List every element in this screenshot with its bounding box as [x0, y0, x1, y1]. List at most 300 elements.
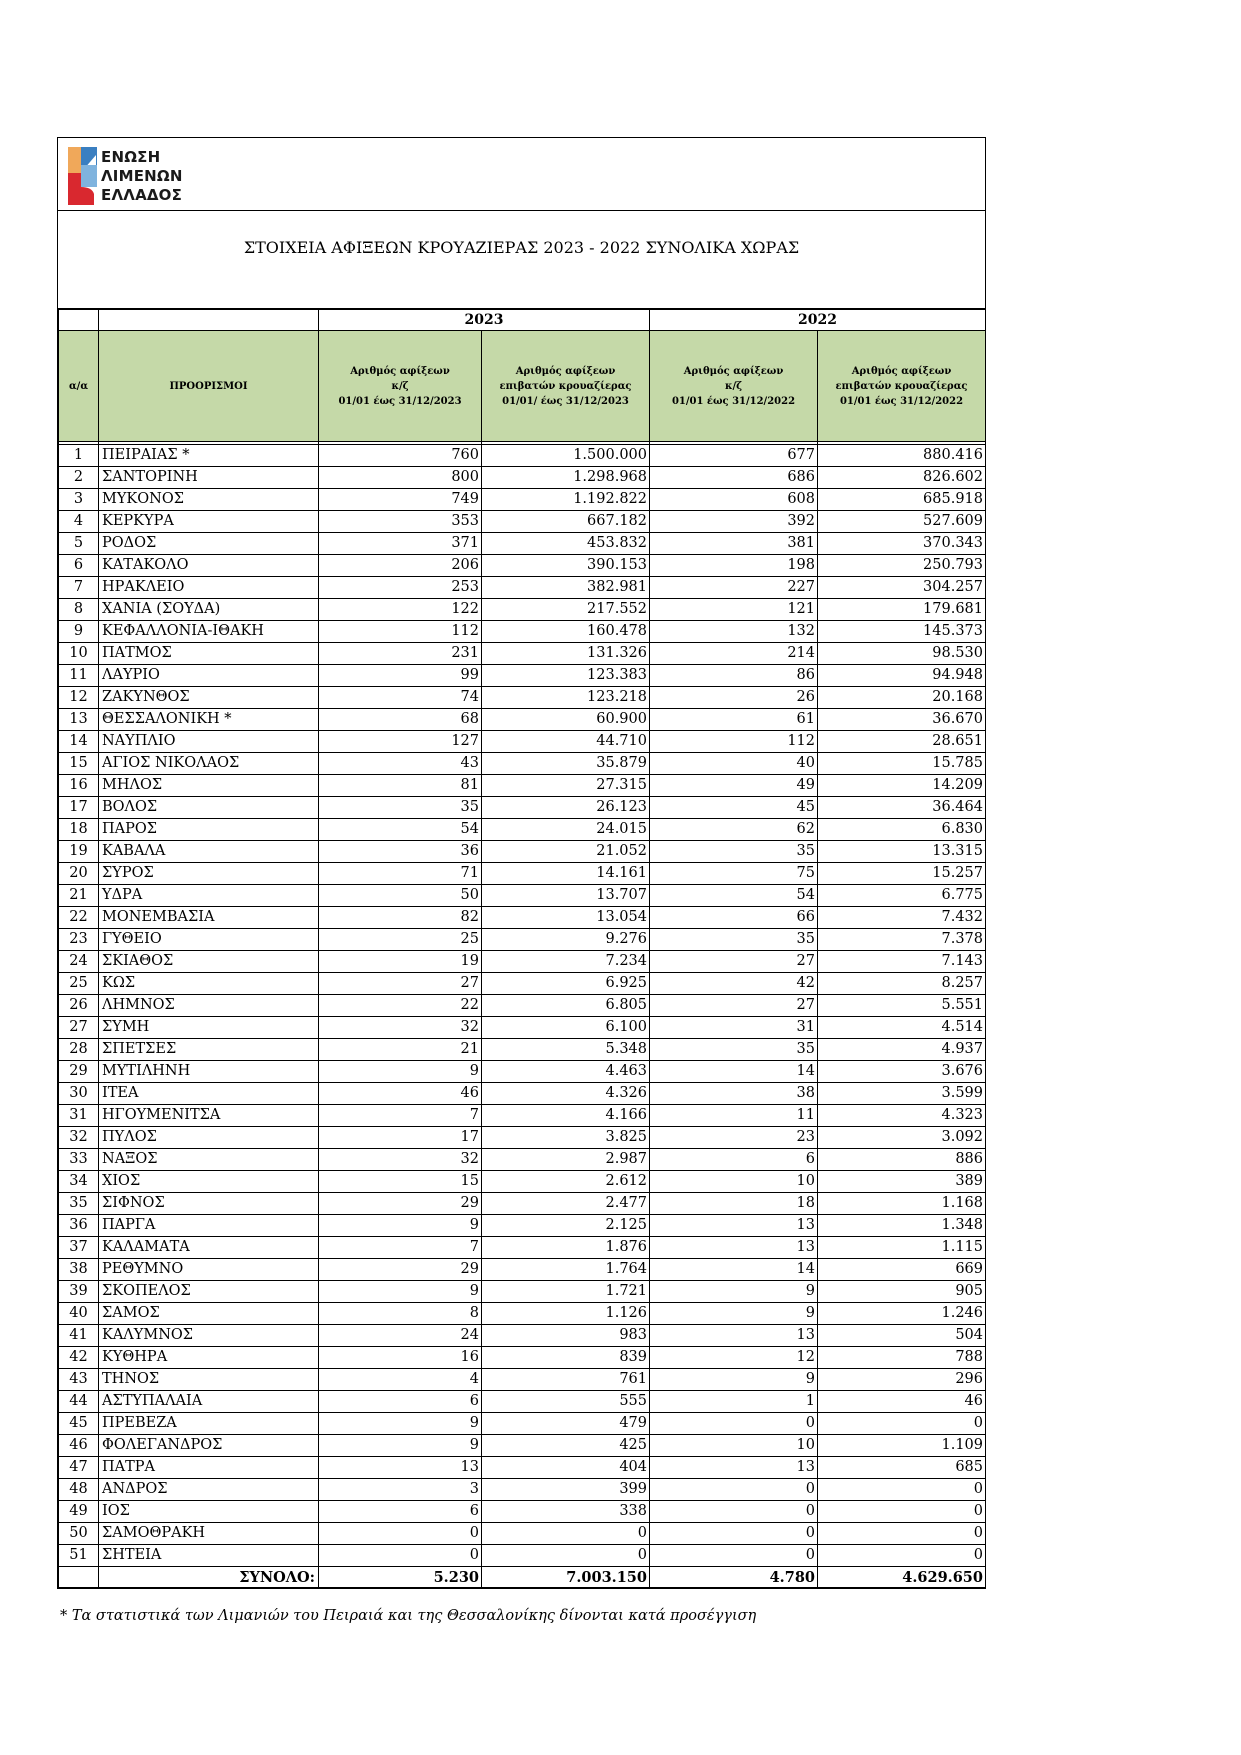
passengers-2022: 1.348	[818, 1215, 986, 1237]
row-number: 32	[59, 1127, 99, 1149]
row-number: 14	[59, 731, 99, 753]
passengers-2022: 4.937	[818, 1039, 986, 1061]
passengers-2022: 669	[818, 1259, 986, 1281]
passengers-2023: 425	[482, 1435, 650, 1457]
ships-2022: 23	[650, 1127, 818, 1149]
passengers-2022: 3.599	[818, 1083, 986, 1105]
ships-2023: 24	[319, 1325, 482, 1347]
row-number: 51	[59, 1545, 99, 1567]
passengers-2023: 761	[482, 1369, 650, 1391]
ships-2023: 0	[319, 1523, 482, 1545]
ships-2022: 35	[650, 929, 818, 951]
passengers-2022: 826.602	[818, 467, 986, 489]
passengers-2022: 504	[818, 1325, 986, 1347]
ships-2023: 371	[319, 533, 482, 555]
ships-2023: 22	[319, 995, 482, 1017]
row-number: 2	[59, 467, 99, 489]
passengers-2023: 839	[482, 1347, 650, 1369]
col-header-destinations: ΠΡΟΟΡΙΣΜΟΙ	[99, 331, 319, 442]
row-number: 12	[59, 687, 99, 709]
ships-2023: 9	[319, 1215, 482, 1237]
logo-line: ΕΛΛΑΔΟΣ	[101, 186, 183, 204]
row-number: 17	[59, 797, 99, 819]
ships-2023: 6	[319, 1391, 482, 1413]
row-number: 48	[59, 1479, 99, 1501]
destination-name: ΣΚΙΑΘΟΣ	[99, 951, 319, 973]
passengers-2023: 453.832	[482, 533, 650, 555]
ships-2023: 127	[319, 731, 482, 753]
passengers-2023: 2.987	[482, 1149, 650, 1171]
passengers-2023: 1.298.968	[482, 467, 650, 489]
ships-2022: 27	[650, 995, 818, 1017]
ships-2022: 38	[650, 1083, 818, 1105]
table-row	[59, 643, 986, 665]
passengers-2022: 389	[818, 1171, 986, 1193]
passengers-2023: 26.123	[482, 797, 650, 819]
row-number: 36	[59, 1215, 99, 1237]
passengers-2022: 1.168	[818, 1193, 986, 1215]
blank-cell	[59, 1567, 99, 1588]
passengers-2023: 21.052	[482, 841, 650, 863]
ships-2022: 45	[650, 797, 818, 819]
row-number: 40	[59, 1303, 99, 1325]
table-row	[59, 863, 986, 885]
ships-2023: 7	[319, 1237, 482, 1259]
row-number: 3	[59, 489, 99, 511]
passengers-2023: 399	[482, 1479, 650, 1501]
ships-2023: 206	[319, 555, 482, 577]
passengers-2022: 28.651	[818, 731, 986, 753]
destination-name: ΝΑΥΠΛΙΟ	[99, 731, 319, 753]
passengers-2022: 7.378	[818, 929, 986, 951]
row-number: 5	[59, 533, 99, 555]
passengers-2023: 35.879	[482, 753, 650, 775]
row-number: 21	[59, 885, 99, 907]
passengers-2023: 6.925	[482, 973, 650, 995]
ships-2023: 46	[319, 1083, 482, 1105]
passengers-2023: 160.478	[482, 621, 650, 643]
destination-name: ΣΥΡΟΣ	[99, 863, 319, 885]
table-row	[59, 819, 986, 841]
passengers-2023: 27.315	[482, 775, 650, 797]
table-row	[59, 1127, 986, 1149]
table-row	[59, 1391, 986, 1413]
destination-name: ΗΡΑΚΛΕΙΟ	[99, 577, 319, 599]
ships-2022: 1	[650, 1391, 818, 1413]
passengers-2023: 983	[482, 1325, 650, 1347]
passengers-2023: 1.721	[482, 1281, 650, 1303]
destination-name: ΚΑΤΑΚΟΛΟ	[99, 555, 319, 577]
destination-name: ΠΥΛΟΣ	[99, 1127, 319, 1149]
row-number: 31	[59, 1105, 99, 1127]
destination-name: ΝΑΞΟΣ	[99, 1149, 319, 1171]
passengers-2022: 685.918	[818, 489, 986, 511]
ships-2023: 749	[319, 489, 482, 511]
ships-2023: 112	[319, 621, 482, 643]
ships-2023: 71	[319, 863, 482, 885]
table-row	[59, 1259, 986, 1281]
ships-2023: 9	[319, 1281, 482, 1303]
logo-line: ΕΝΩΣΗ	[101, 148, 161, 166]
total-ships-2022: 4.780	[650, 1567, 818, 1588]
table-row	[59, 1061, 986, 1083]
table-row	[59, 775, 986, 797]
ships-2023: 6	[319, 1501, 482, 1523]
passengers-2022: 145.373	[818, 621, 986, 643]
total-ships-2023: 5.230	[319, 1567, 482, 1588]
passengers-2022: 14.209	[818, 775, 986, 797]
ships-2023: 253	[319, 577, 482, 599]
destination-name: ΚΥΘΗΡΑ	[99, 1347, 319, 1369]
passengers-2022: 4.323	[818, 1105, 986, 1127]
destination-name: ΚΩΣ	[99, 973, 319, 995]
passengers-2022: 36.670	[818, 709, 986, 731]
ships-2022: 31	[650, 1017, 818, 1039]
total-row	[59, 1567, 986, 1588]
ships-2022: 198	[650, 555, 818, 577]
col-header-passengers-2023	[482, 331, 650, 442]
table-row	[59, 445, 986, 467]
table-row	[59, 599, 986, 621]
row-number: 30	[59, 1083, 99, 1105]
column-header-row	[59, 331, 986, 442]
table-row	[59, 973, 986, 995]
destination-name: ΙΤΕΑ	[99, 1083, 319, 1105]
destination-name: ΣΙΦΝΟΣ	[99, 1193, 319, 1215]
passengers-2022: 98.530	[818, 643, 986, 665]
passengers-2022: 1.109	[818, 1435, 986, 1457]
destination-name: ΣΥΜΗ	[99, 1017, 319, 1039]
ships-2022: 0	[650, 1479, 818, 1501]
ships-2023: 32	[319, 1149, 482, 1171]
passengers-2023: 0	[482, 1545, 650, 1567]
footnote: * Τα στατιστικά των Λιμανιών του Πειραιά και της Θεσσαλονίκης δίνονται κατά προσέγγιση	[60, 1608, 757, 1624]
passengers-2022: 685	[818, 1457, 986, 1479]
ships-2022: 9	[650, 1369, 818, 1391]
ships-2023: 122	[319, 599, 482, 621]
destination-name: ΚΑΛΑΜΑΤΑ	[99, 1237, 319, 1259]
table-row	[59, 753, 986, 775]
year-2023-header: 2023	[319, 310, 650, 331]
destination-name: ΧΑΝΙΑ (ΣΟΥΔΑ)	[99, 599, 319, 621]
ships-2022: 54	[650, 885, 818, 907]
col-header-num: α/α	[59, 331, 99, 442]
passengers-2023: 1.500.000	[482, 445, 650, 467]
destination-name: ΣΠΕΤΣΕΣ	[99, 1039, 319, 1061]
page-title: ΣΤΟΙΧΕΙΑ ΑΦΙΞΕΩΝ ΚΡΟΥΑΖΙΕΡΑΣ 2023 - 2022 ΣΥΝΟΛΙΚΑ ΧΩΡΑΣ	[243, 238, 800, 257]
destination-name: ΚΑΒΑΛΑ	[99, 841, 319, 863]
table-row	[59, 1083, 986, 1105]
passengers-2022: 7.432	[818, 907, 986, 929]
ships-2023: 16	[319, 1347, 482, 1369]
passengers-2022: 94.948	[818, 665, 986, 687]
passengers-2022: 905	[818, 1281, 986, 1303]
col-header-ships-2023	[319, 331, 482, 442]
passengers-2022: 3.092	[818, 1127, 986, 1149]
ships-2022: 9	[650, 1281, 818, 1303]
ships-2023: 800	[319, 467, 482, 489]
table-row	[59, 731, 986, 753]
passengers-2022: 250.793	[818, 555, 986, 577]
destination-name: ΡΕΘΥΜΝΟ	[99, 1259, 319, 1281]
destination-name: ΑΓΙΟΣ ΝΙΚΟΛΑΟΣ	[99, 753, 319, 775]
table-row	[59, 1149, 986, 1171]
logo-line: ΛΙΜΕΝΩΝ	[101, 167, 183, 185]
passengers-2023: 1.126	[482, 1303, 650, 1325]
destination-name: ΠΡΕΒΕΖΑ	[99, 1413, 319, 1435]
destination-name: ΥΔΡΑ	[99, 885, 319, 907]
ships-2022: 10	[650, 1171, 818, 1193]
year-2022-header: 2022	[650, 310, 986, 331]
passengers-2022: 527.609	[818, 511, 986, 533]
total-passengers-2022: 4.629.650	[818, 1567, 986, 1588]
ships-2022: 0	[650, 1413, 818, 1435]
passengers-2022: 0	[818, 1413, 986, 1435]
destination-name: ΜΥΤΙΛΗΝΗ	[99, 1061, 319, 1083]
ships-2023: 81	[319, 775, 482, 797]
passengers-2022: 7.143	[818, 951, 986, 973]
header-line: 01/01 έως 31/12/2023	[338, 395, 462, 407]
destination-name: ΖΑΚΥΝΘΟΣ	[99, 687, 319, 709]
row-number: 9	[59, 621, 99, 643]
ships-2023: 43	[319, 753, 482, 775]
passengers-2023: 13.054	[482, 907, 650, 929]
passengers-2022: 15.257	[818, 863, 986, 885]
passengers-2022: 370.343	[818, 533, 986, 555]
passengers-2022: 1.246	[818, 1303, 986, 1325]
table-row	[59, 1325, 986, 1347]
table-row	[59, 1303, 986, 1325]
destination-name: ΣΑΜΟΘΡΑΚΗ	[99, 1523, 319, 1545]
ships-2022: 18	[650, 1193, 818, 1215]
row-number: 39	[59, 1281, 99, 1303]
ships-2023: 35	[319, 797, 482, 819]
table-row	[59, 1523, 986, 1545]
passengers-2022: 296	[818, 1369, 986, 1391]
ships-2022: 132	[650, 621, 818, 643]
row-number: 4	[59, 511, 99, 533]
passengers-2022: 304.257	[818, 577, 986, 599]
passengers-2022: 15.785	[818, 753, 986, 775]
ships-2022: 112	[650, 731, 818, 753]
ships-2022: 0	[650, 1545, 818, 1567]
ships-2022: 392	[650, 511, 818, 533]
header-line: Αριθμός αφίξεων	[683, 365, 784, 377]
row-number: 20	[59, 863, 99, 885]
ships-2023: 99	[319, 665, 482, 687]
header-line: επιβατών κρουαζίερας	[835, 380, 968, 392]
table-row	[59, 1237, 986, 1259]
destination-name: ΚΕΦΑΛΛΟΝΙΑ-ΙΘΑΚΗ	[99, 621, 319, 643]
passengers-2023: 24.015	[482, 819, 650, 841]
passengers-2023: 2.477	[482, 1193, 650, 1215]
ships-2022: 11	[650, 1105, 818, 1127]
ships-2023: 29	[319, 1193, 482, 1215]
row-number: 47	[59, 1457, 99, 1479]
row-number: 1	[59, 445, 99, 467]
destination-name: ΣΑΝΤΟΡΙΝΗ	[99, 467, 319, 489]
ships-2022: 14	[650, 1259, 818, 1281]
ships-2022: 49	[650, 775, 818, 797]
ships-2023: 8	[319, 1303, 482, 1325]
ships-2023: 82	[319, 907, 482, 929]
row-number: 33	[59, 1149, 99, 1171]
destination-name: ΣΚΟΠΕΛΟΣ	[99, 1281, 319, 1303]
ships-2022: 86	[650, 665, 818, 687]
header-line: 01/01 έως 31/12/2022	[671, 395, 796, 407]
row-number: 22	[59, 907, 99, 929]
row-number: 27	[59, 1017, 99, 1039]
ships-2022: 66	[650, 907, 818, 929]
table-row	[59, 1171, 986, 1193]
passengers-2023: 555	[482, 1391, 650, 1413]
ships-2023: 15	[319, 1171, 482, 1193]
destination-name: ΑΣΤΥΠΑΛΑΙΑ	[99, 1391, 319, 1413]
ships-2022: 75	[650, 863, 818, 885]
ships-2023: 760	[319, 445, 482, 467]
row-number: 13	[59, 709, 99, 731]
row-number: 16	[59, 775, 99, 797]
table-row	[59, 841, 986, 863]
ships-2022: 6	[650, 1149, 818, 1171]
passengers-2023: 1.876	[482, 1237, 650, 1259]
passengers-2022: 886	[818, 1149, 986, 1171]
destination-name: ΠΑΤΡΑ	[99, 1457, 319, 1479]
ships-2023: 68	[319, 709, 482, 731]
row-number: 26	[59, 995, 99, 1017]
passengers-2023: 338	[482, 1501, 650, 1523]
passengers-2022: 1.115	[818, 1237, 986, 1259]
passengers-2022: 20.168	[818, 687, 986, 709]
col-header-passengers-2022	[818, 331, 986, 442]
passengers-2022: 0	[818, 1479, 986, 1501]
table-row	[59, 1017, 986, 1039]
destination-name: ΛΑΥΡΙΟ	[99, 665, 319, 687]
table-row	[59, 709, 986, 731]
passengers-2022: 0	[818, 1523, 986, 1545]
passengers-2023: 4.166	[482, 1105, 650, 1127]
ships-2023: 50	[319, 885, 482, 907]
ships-2023: 9	[319, 1435, 482, 1457]
arrivals-table	[58, 309, 986, 1588]
passengers-2023: 60.900	[482, 709, 650, 731]
destination-name: ΙΟΣ	[99, 1501, 319, 1523]
destination-name: ΤΗΝΟΣ	[99, 1369, 319, 1391]
passengers-2023: 217.552	[482, 599, 650, 621]
passengers-2022: 0	[818, 1501, 986, 1523]
row-number: 43	[59, 1369, 99, 1391]
passengers-2022: 4.514	[818, 1017, 986, 1039]
row-number: 15	[59, 753, 99, 775]
ships-2022: 35	[650, 1039, 818, 1061]
table-row	[59, 467, 986, 489]
destination-name: ΠΕΙΡΑΙΑΣ *	[99, 445, 319, 467]
passengers-2023: 667.182	[482, 511, 650, 533]
table-row	[59, 621, 986, 643]
ships-2022: 40	[650, 753, 818, 775]
ships-2023: 353	[319, 511, 482, 533]
ships-2023: 9	[319, 1413, 482, 1435]
table-row	[59, 797, 986, 819]
destination-name: ΠΑΤΜΟΣ	[99, 643, 319, 665]
destination-name: ΡΟΔΟΣ	[99, 533, 319, 555]
passengers-2022: 8.257	[818, 973, 986, 995]
destination-name: ΣΑΜΟΣ	[99, 1303, 319, 1325]
report-sheet	[57, 137, 986, 1589]
table-row	[59, 1457, 986, 1479]
destination-name: ΗΓΟΥΜΕΝΙΤΣΑ	[99, 1105, 319, 1127]
ships-2022: 14	[650, 1061, 818, 1083]
passengers-2023: 5.348	[482, 1039, 650, 1061]
row-number: 44	[59, 1391, 99, 1413]
table-row	[59, 511, 986, 533]
table-body	[59, 445, 986, 1567]
table-row	[59, 951, 986, 973]
ships-2023: 4	[319, 1369, 482, 1391]
passengers-2023: 6.805	[482, 995, 650, 1017]
ships-2023: 32	[319, 1017, 482, 1039]
passengers-2023: 0	[482, 1523, 650, 1545]
passengers-2023: 4.326	[482, 1083, 650, 1105]
passengers-2023: 14.161	[482, 863, 650, 885]
row-number: 18	[59, 819, 99, 841]
header-line: Αριθμός αφίξεων	[350, 365, 450, 377]
table-row	[59, 1215, 986, 1237]
ships-2023: 19	[319, 951, 482, 973]
destination-name: ΜΥΚΟΝΟΣ	[99, 489, 319, 511]
passengers-2023: 479	[482, 1413, 650, 1435]
logo-mark-icon	[68, 147, 98, 205]
ships-2023: 7	[319, 1105, 482, 1127]
destination-name: ΜΗΛΟΣ	[99, 775, 319, 797]
table-row	[59, 1413, 986, 1435]
ships-2023: 27	[319, 973, 482, 995]
ships-2022: 12	[650, 1347, 818, 1369]
ships-2023: 21	[319, 1039, 482, 1061]
ships-2023: 54	[319, 819, 482, 841]
destination-name: ΣΗΤΕΙΑ	[99, 1545, 319, 1567]
destination-name: ΒΟΛΟΣ	[99, 797, 319, 819]
passengers-2023: 6.100	[482, 1017, 650, 1039]
passengers-2023: 2.612	[482, 1171, 650, 1193]
row-number: 23	[59, 929, 99, 951]
passengers-2023: 7.234	[482, 951, 650, 973]
ships-2022: 608	[650, 489, 818, 511]
destination-name: ΛΗΜΝΟΣ	[99, 995, 319, 1017]
destination-name: ΚΕΡΚΥΡΑ	[99, 511, 319, 533]
table-row	[59, 533, 986, 555]
ships-2022: 227	[650, 577, 818, 599]
table-row	[59, 907, 986, 929]
logo-row	[58, 138, 985, 211]
ships-2022: 13	[650, 1457, 818, 1479]
table-row	[59, 1105, 986, 1127]
table-row	[59, 1347, 986, 1369]
header-line: 01/01/ έως 31/12/2023	[502, 395, 629, 407]
table-row	[59, 1501, 986, 1523]
destination-name: ΚΑΛΥΜΝΟΣ	[99, 1325, 319, 1347]
passengers-2023: 123.218	[482, 687, 650, 709]
ships-2022: 677	[650, 445, 818, 467]
row-number: 7	[59, 577, 99, 599]
passengers-2023: 3.825	[482, 1127, 650, 1149]
destination-name: ΓΥΘΕΙΟ	[99, 929, 319, 951]
table-row	[59, 1545, 986, 1567]
table-row	[59, 577, 986, 599]
passengers-2022: 36.464	[818, 797, 986, 819]
col-header-ships-2022	[650, 331, 818, 442]
row-number: 46	[59, 1435, 99, 1457]
